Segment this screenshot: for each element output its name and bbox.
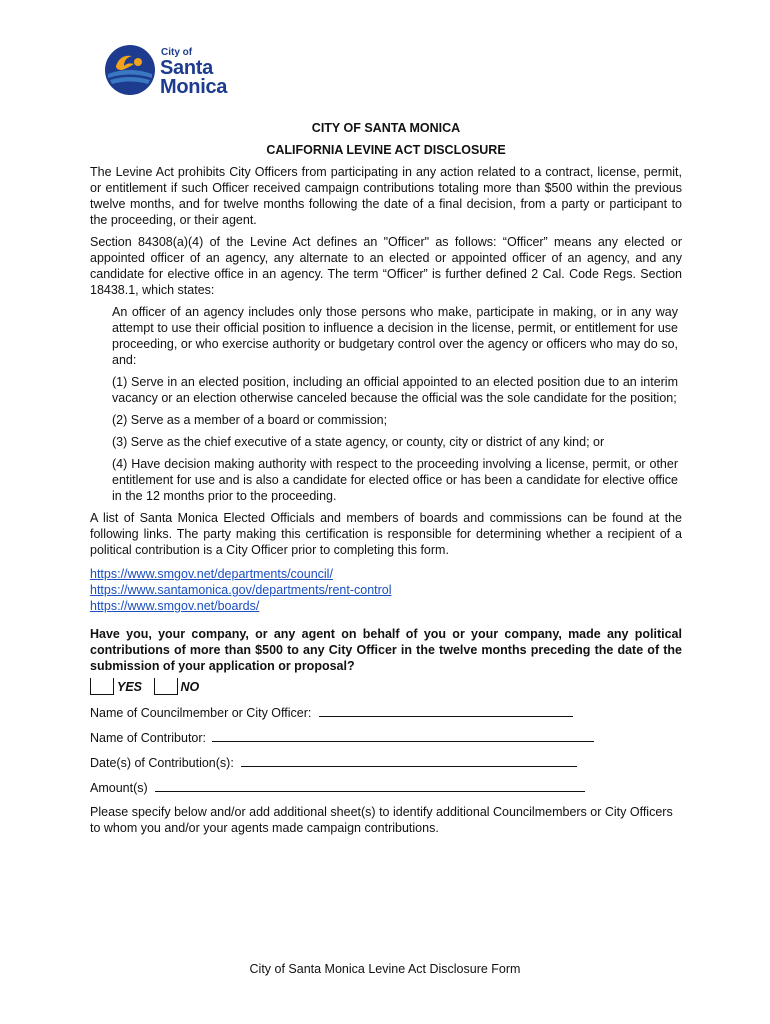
quote-item-4: (4) Have decision making authority with respect to the proceeding involving a license, permit, or other entitlement for use and is also a candidate for elected office or has been a candidate for elective office in the 12 months prior to the proceeding. (112, 457, 678, 503)
amounts-field-row (90, 779, 682, 796)
city-logo (104, 44, 234, 100)
contributor-input[interactable] (212, 729, 594, 742)
instructions-paragraph: Please specify below and/or add additional sheet(s) to identify additional Councilmembers or City Officers to whom you and/or your agents made campaign contributions. (90, 805, 673, 835)
logo-word-santa: Santa (160, 57, 213, 79)
dates-input[interactable] (241, 754, 577, 767)
definition-paragraph: Section 84308(a)(4) of the Levine Act defines an "Officer" as follows: “Officer” means any elected or appointed officer of an agency, any alternate to an elected or appointed officer of an agency, and any candidate for elective office in an agency. The term “Officer” is further defined 2 Cal. Code Regs. Section 18438.1, which states: (90, 235, 682, 297)
amounts-label: Amount(s) (90, 781, 148, 795)
intro-paragraph: The Levine Act prohibits City Officers from participating in any action related to a contract, license, permit, or entitlement if such Officer received campaign contributions totaling more than $500 within the previous twelve months, and for twelve months following the date of a final decision, from a party or participant to the proceeding, or their agent. (90, 165, 682, 227)
yes-label: YES (117, 680, 143, 694)
logo-word-monica: Monica (160, 76, 228, 98)
no-checkbox[interactable] (154, 678, 178, 695)
officials-links (90, 566, 682, 614)
link-boards[interactable]: https://www.smgov.net/boards/ (90, 599, 260, 613)
quote-item-3: (3) Serve as the chief executive of a state agency, or county, city or district of any kind; or (112, 435, 605, 449)
logo-city-of: City of (161, 47, 193, 58)
quote-intro: An officer of an agency includes only those persons who make, participate in making, or in any way attempt to use their official position to influence a decision in the license, permit, or entitlement for use proceeding, or who exercise authority or budgetary control over the agency or officers who may do so, and: (112, 305, 678, 367)
yes-checkbox[interactable] (90, 678, 114, 695)
contribution-question: Have you, your company, or any agent on behalf of you or your company, made any political contributions of more than $500 to any City Officer in the twelve months preceding the date of the submission of your application or proposal? (90, 627, 682, 673)
santa-monica-logo-icon (104, 44, 156, 96)
quote-item-1: (1) Serve in an elected position, including an official appointed to an elected position due to an interim vacancy or an election otherwise canceled because the official was the sole candidate for the position; (112, 375, 678, 405)
quote-item-2: (2) Serve as a member of a board or commission; (112, 413, 388, 427)
link-council[interactable]: https://www.smgov.net/departments/council/ (90, 567, 333, 581)
amounts-input[interactable] (155, 779, 585, 792)
document-title: CITY OF SANTA MONICA (311, 121, 461, 135)
contributor-label: Name of Contributor: (90, 731, 207, 745)
document-subtitle: CALIFORNIA LEVINE ACT DISCLOSURE (266, 143, 506, 157)
document-body (90, 120, 682, 842)
dates-field-row (90, 754, 682, 771)
link-rent-control[interactable]: https://www.santamonica.gov/departments/rent-control (90, 583, 392, 597)
councilmember-field-row (90, 704, 682, 721)
dates-label: Date(s) of Contribution(s): (90, 756, 234, 770)
officials-list-paragraph: A list of Santa Monica Elected Officials and members of boards and commissions can be found at the following links. The party making this certification is responsible for determining whether a recipient of a political contribution is a City Officer prior to completing this form. (90, 511, 682, 557)
councilmember-input[interactable] (319, 704, 573, 717)
no-label: NO (180, 680, 200, 694)
councilmember-label: Name of Councilmember or City Officer: (90, 706, 312, 720)
page-footer: City of Santa Monica Levine Act Disclosure Form (249, 962, 521, 976)
regulation-quote (112, 304, 678, 504)
yes-no-choice (90, 678, 682, 698)
contributor-field-row (90, 729, 682, 746)
